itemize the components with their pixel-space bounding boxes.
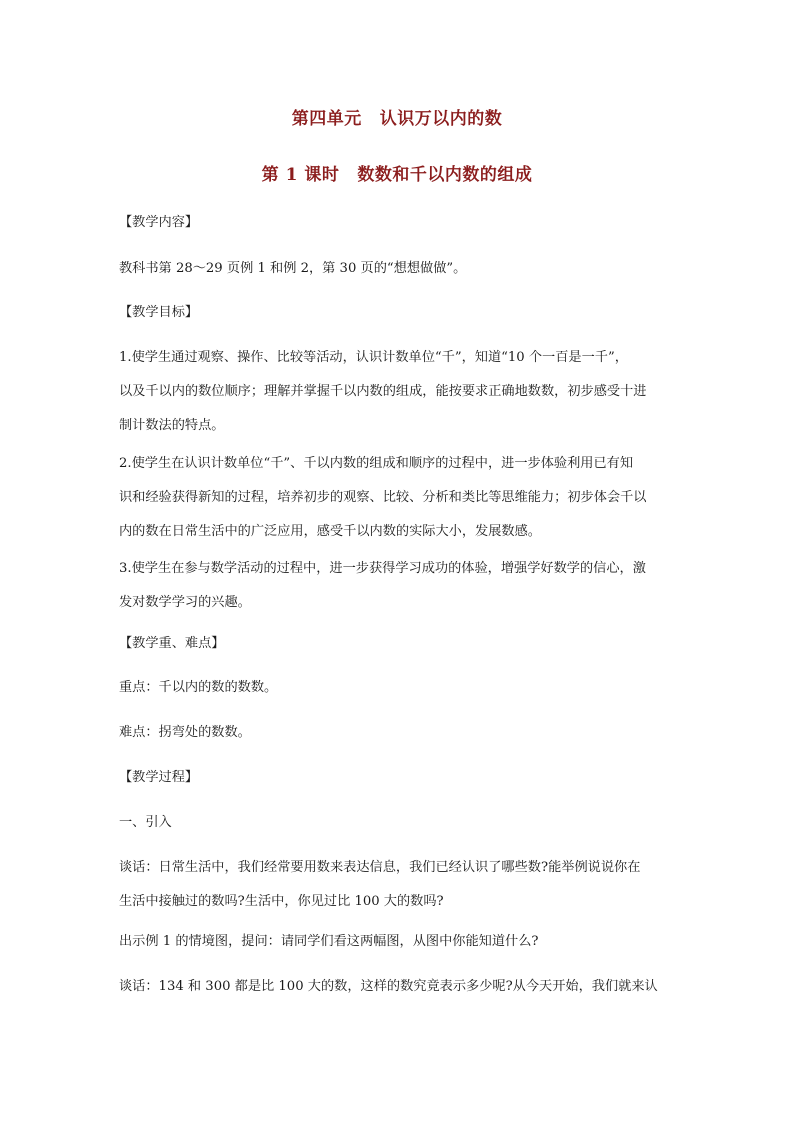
talk-1-line: 生活中接触过的数吗?生活中，你见过比 100 大的数吗?	[119, 894, 444, 909]
goal-2	[119, 447, 679, 549]
lesson-label: 第 1 课时	[261, 165, 340, 185]
goal-1	[119, 341, 679, 443]
lesson-name: 数数和千以内数的组成	[357, 165, 533, 185]
unit-title	[0, 104, 794, 129]
goal-1-line: 制计数法的特点。	[119, 418, 225, 433]
unit-name: 认识万以内的数	[379, 109, 503, 129]
show-text: 出示例 1 的情境图，提问：请同学们看这两幅图，从图中你能知道什么?	[119, 934, 539, 949]
content-text: 教科书第 28～29 页例 1 和例 2，第 30 页的“想想做做”。	[119, 261, 467, 276]
unit-label: 第四单元	[291, 109, 362, 129]
lesson-title	[0, 160, 794, 185]
goal-3	[119, 552, 679, 620]
difficult-point: 难点：拐弯处的数数。	[119, 725, 251, 740]
talk-2-line: 谈话：134 和 300 都是比 100 大的数，这样的数究竟表示多少呢?从今天开始，我们就来认	[119, 979, 658, 994]
key-heading: 【教学重、难点】	[119, 636, 225, 651]
goal-1-line: 1.使学生通过观察、操作、比较等活动，认识计数单位“千”，知道“10 个一百是一千”，	[119, 350, 628, 365]
process-heading: 【教学过程】	[119, 770, 199, 785]
goal-1-line: 以及千以内的数位顺序；理解并掌握千以内数的组成，能按要求正确地数数，初步感受十进	[119, 384, 647, 399]
step-1-heading: 一、引入	[119, 815, 172, 830]
content-heading: 【教学内容】	[119, 215, 199, 230]
goal-3-line: 发对数学学习的兴趣。	[119, 595, 251, 610]
goal-3-line: 3.使学生在参与数学活动的过程中，进一步获得学习成功的体验，增强学好数学的信心，激	[119, 561, 646, 576]
talk-1	[119, 851, 679, 919]
talk-2	[119, 970, 679, 1004]
goal-2-line: 2.使学生在认识计数单位“千”、千以内数的组成和顺序的过程中，进一步体验利用已有知	[119, 456, 633, 471]
goals-heading: 【教学目标】	[119, 305, 199, 320]
key-point: 重点：千以内的数的数数。	[119, 680, 278, 695]
goal-2-line: 内的数在日常生活中的广泛应用，感受千以内数的实际大小，发展数感。	[119, 524, 541, 539]
talk-1-line: 谈话：日常生活中，我们经常要用数来表达信息，我们已经认识了哪些数?能举例说说你在	[119, 860, 641, 875]
goal-2-line: 识和经验获得新知的过程，培养初步的观察、比较、分析和类比等思维能力；初步体会千以	[119, 490, 647, 505]
